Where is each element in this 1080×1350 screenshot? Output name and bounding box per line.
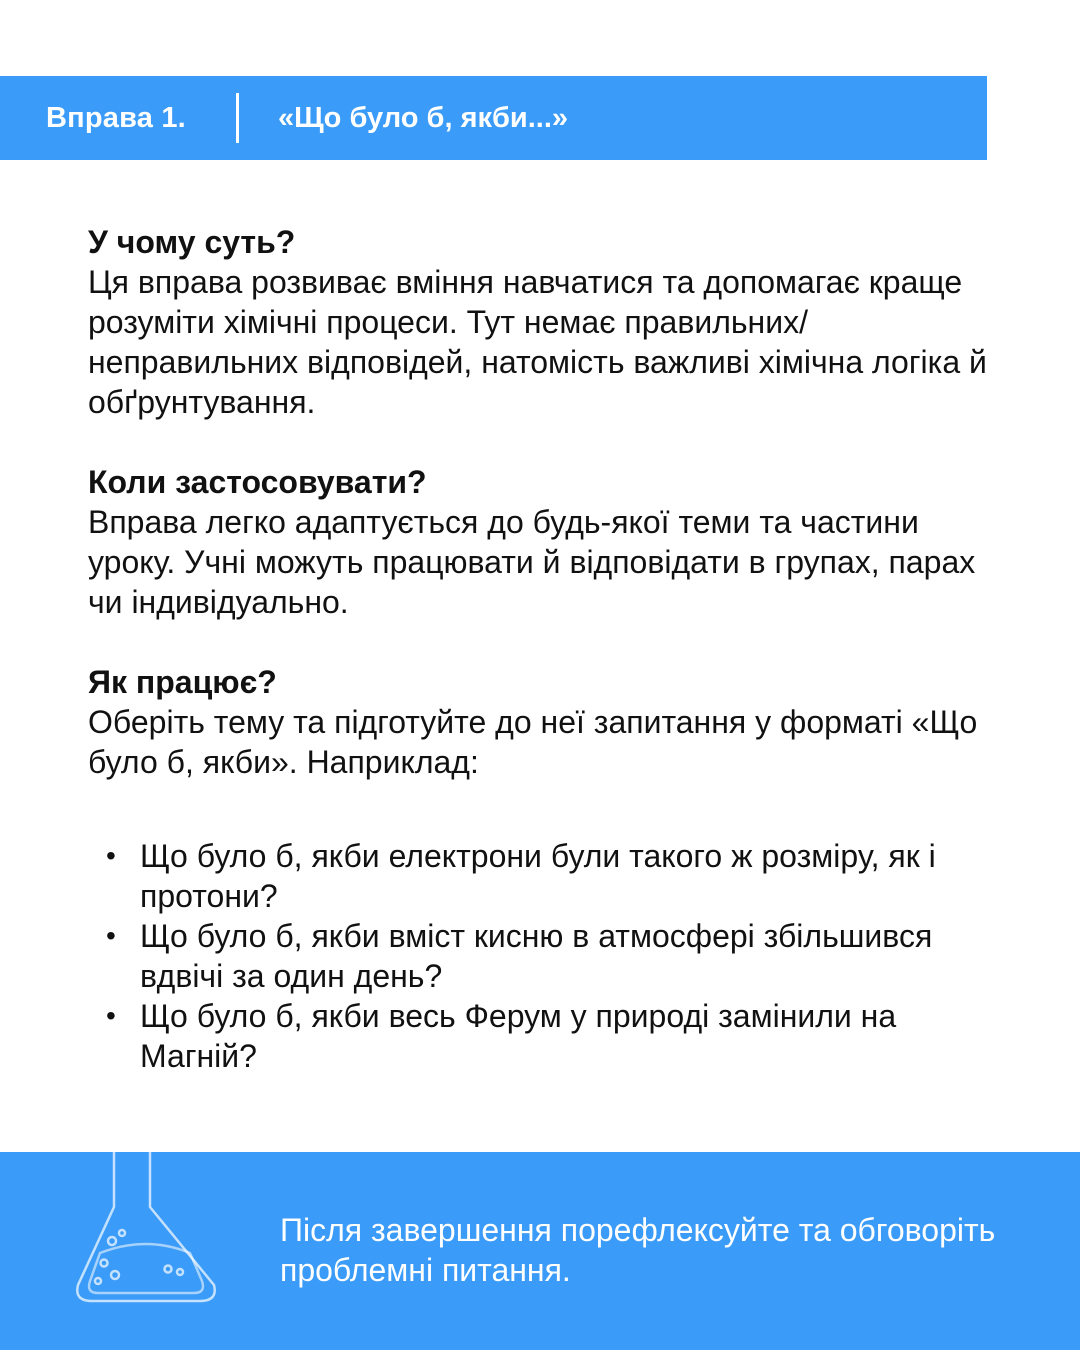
section-body: Вправа легко адаптується до будь-якої теми та частини уроку. Учні можуть працювати й відповідати в групах, парах чи індивідуально. bbox=[88, 504, 976, 620]
flask-icon bbox=[70, 1115, 220, 1310]
section-heading: Коли застосовувати? bbox=[88, 464, 427, 500]
section-body: Оберіть тему та підготуйте до неї запитання у форматі «Що було б, якби». Наприклад: bbox=[88, 704, 978, 780]
section-heading: Як працює? bbox=[88, 664, 277, 700]
bullet-icon: • bbox=[106, 840, 116, 871]
exercise-number: Вправа 1. bbox=[46, 102, 186, 134]
exercise-title: «Що було б, якби...» bbox=[278, 102, 569, 134]
section-heading: У чому суть? bbox=[88, 224, 296, 260]
list-item bbox=[104, 996, 1004, 1076]
footer-text: Після завершення порефлексуйте та обговоріть проблемні питання. bbox=[280, 1212, 996, 1288]
example-text: Що було б, якби вміст кисню в атмосфері збільшився вдвічі за один день? bbox=[140, 918, 933, 994]
example-text: Що було б, якби електрони були такого ж розміру, як і протони? bbox=[140, 838, 936, 914]
list-item bbox=[104, 836, 1004, 916]
section-body: Ця вправа розвиває вміння навчатися та допомагає краще розуміти хімічні процеси. Тут немає правильних/неправильних відповідей, натомість важливі хімічна логіка й обґрунтування. bbox=[88, 264, 987, 420]
examples-list bbox=[104, 836, 1004, 1076]
example-text: Що було б, якби весь Ферум у природі замінили на Магній? bbox=[140, 998, 897, 1074]
section-when bbox=[88, 462, 1008, 622]
header-divider bbox=[236, 93, 239, 143]
section-how bbox=[88, 662, 1008, 782]
list-item bbox=[104, 916, 1004, 996]
bullet-icon: • bbox=[106, 1000, 116, 1031]
section-essence bbox=[88, 222, 1008, 422]
bullet-icon: • bbox=[106, 920, 116, 951]
content bbox=[88, 222, 1008, 822]
